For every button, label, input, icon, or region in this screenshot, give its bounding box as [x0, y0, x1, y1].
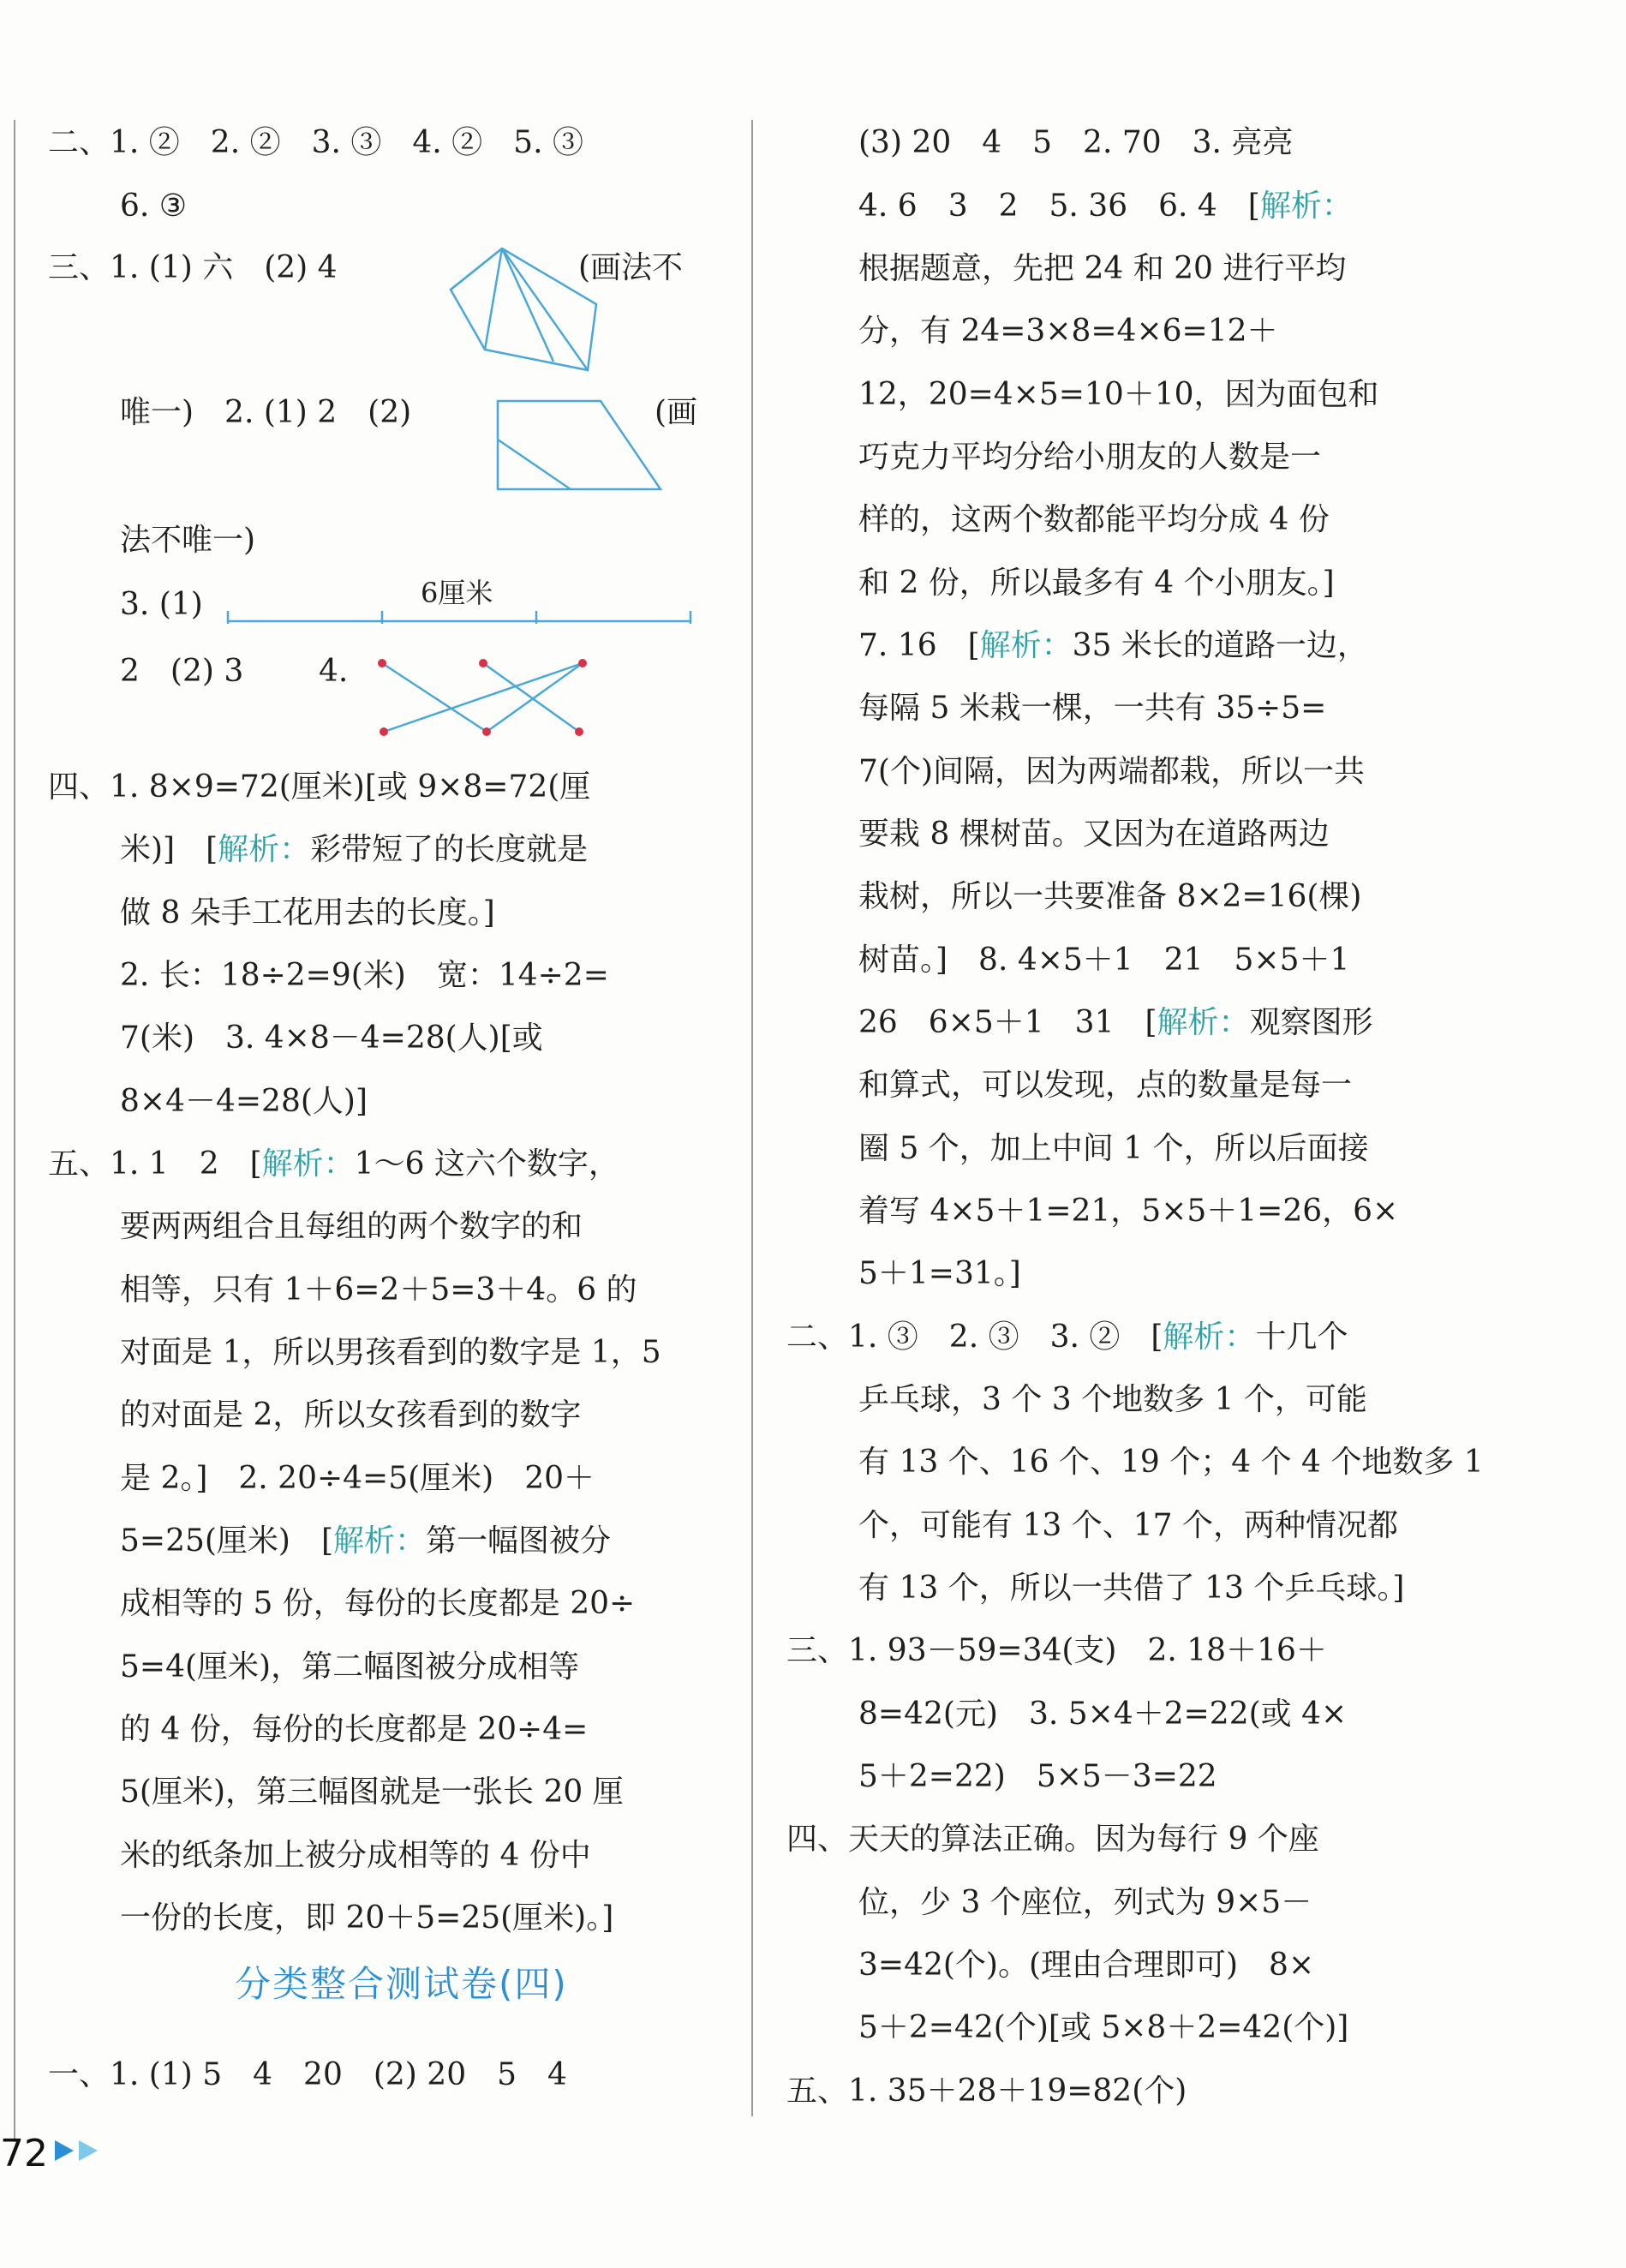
answer-line: 要两两组合且每组的两个数字的和 [120, 1209, 583, 1244]
answer-line: 二、1. ② 2. ② 3. ③ 4. ② 5. ③ [48, 125, 583, 160]
answer-line: 对面是 1，所以男孩看到的数字是 1，5 [120, 1335, 661, 1370]
answer-line: 4. 6 3 2 5. 36 6. 4 [解析： [858, 189, 1353, 224]
answer-line: 4. [319, 654, 349, 689]
answer-line: 5＋1=31。] [858, 1256, 1021, 1291]
ruler-figure [228, 574, 708, 634]
answer-line: 法不唯一) [120, 523, 256, 558]
answer-line: 5=4(厘米)，第二幅图被分成相等 [120, 1649, 580, 1685]
analysis-tag: 解析： [333, 1523, 427, 1559]
answer-line: 8=42(元) 3. 5×4＋2=22(或 4× [858, 1697, 1348, 1732]
answer-line: 2. 长：18÷2=9(米) 宽：14÷2= [120, 958, 609, 993]
answer-line: 四、1. 8×9=72(厘米)[或 9×8=72(厘 [48, 769, 591, 805]
answer-line: 每隔 5 米栽一棵，一共有 35÷5= [858, 691, 1327, 726]
section-title: 分类整合测试卷(四) [235, 1963, 568, 2005]
answer-line: 的对面是 2，所以女孩看到的数字 [120, 1397, 582, 1433]
answer-line: 要栽 8 棵树苗。又因为在道路两边 [858, 817, 1330, 852]
answer-line: 个，可能有 13 个、17 个，两种情况都 [858, 1508, 1398, 1543]
answer-line: 位，少 3 个座位，列式为 9×5－ [858, 1885, 1312, 1920]
answer-line: 是 2。] 2. 20÷4=5(厘米) 20＋ [120, 1461, 595, 1496]
answer-line: 唯一) 2. (1) 2 (2) [120, 395, 412, 430]
analysis-tag: 解析： [1259, 189, 1353, 224]
answer-line: 做 8 朵手工花用去的长度。] [120, 895, 495, 931]
answer-line: 3. (1) [120, 587, 203, 622]
answer-line: 和算式，可以发现，点的数量是每一 [858, 1068, 1353, 1103]
answer-line: 3=42(个)。(理由合理即可) 8× [858, 1948, 1315, 1983]
ruler-label: 6厘米 [421, 577, 493, 609]
answer-line: 5＋2=22) 5×5－3=22 [858, 1759, 1217, 1794]
page-number: 72 [0, 2132, 48, 2175]
left-margin-line [14, 120, 15, 2142]
answer-line: 树苗。] 8. 4×5＋1 21 5×5＋1 [858, 943, 1350, 978]
answer-line: 圈 5 个，加上中间 1 个，所以后面接 [858, 1131, 1369, 1166]
answer-line: 12，20=4×5=10＋10，因为面包和 [858, 377, 1379, 412]
answer-line: 有 13 个、16 个、19 个；4 个 4 个地数多 1 [858, 1445, 1484, 1480]
answer-line: 的 4 份，每份的长度都是 20÷4= [120, 1712, 589, 1747]
double-arrow-icon [53, 2135, 105, 2166]
answer-line: 四、天天的算法正确。因为每行 9 个座 [786, 1822, 1319, 1857]
answer-line: 二、1. ③ 2. ③ 3. ② [解析：十几个 [786, 1320, 1348, 1355]
answer-line: 和 2 份，所以最多有 4 个小朋友。] [858, 566, 1335, 601]
matching-lines-figure [374, 651, 596, 737]
answer-line: 5=25(厘米) [解析：第一幅图被分 [120, 1523, 612, 1559]
answer-line: 着写 4×5＋1=21，5×5＋1=26，6× [858, 1194, 1399, 1229]
answer-line: 三、1. (1) 六 (2) 4 [48, 250, 338, 285]
answer-line: (3) 20 4 5 2. 70 3. 亮亮 [858, 125, 1294, 160]
polygon-figure [451, 248, 639, 377]
answer-line: (画法不 [578, 250, 684, 285]
answer-line: 相等，只有 1＋6=2＋5=3＋4。6 的 [120, 1272, 637, 1308]
answer-line: 一份的长度，即 20＋5=25(厘米)。] [120, 1900, 614, 1936]
answer-line: 2 (2) 3 [120, 654, 244, 689]
answer-line: 26 6×5＋1 31 [解析：观察图形 [858, 1005, 1373, 1040]
answer-line: 6. ③ [120, 189, 188, 224]
answer-line: 五、1. 1 2 [解析：1～6 这六个数字， [48, 1146, 619, 1182]
answer-line: 巧克力平均分给小朋友的人数是一 [858, 440, 1322, 475]
analysis-tag: 解析： [1157, 1005, 1250, 1040]
answer-line: 根据题意，先把 24 和 20 进行平均 [858, 251, 1347, 286]
analysis-tag: 解析： [261, 1146, 355, 1182]
answer-line: 8×4－4=28(人)] [120, 1084, 368, 1119]
answer-line: 7(米) 3. 4×8－4=28(人)[或 [120, 1020, 543, 1056]
answer-line: 7(个)间隔，因为两端都栽，所以一共 [858, 754, 1365, 789]
answer-line: 三、1. 93－59=34(支) 2. 18＋16＋ [786, 1633, 1327, 1668]
answer-line: 有 13 个，所以一共借了 13 个乒乓球。] [858, 1571, 1405, 1606]
analysis-tag: 解析： [979, 628, 1073, 663]
answer-line: 米的纸条加上被分成相等的 4 份中 [120, 1838, 591, 1873]
answer-line: 五、1. 35＋28＋19=82(个) [786, 2074, 1187, 2109]
answer-line: 分，有 24=3×8=4×6=12＋ [858, 314, 1278, 349]
analysis-tag: 解析： [218, 832, 311, 867]
answer-line: 米)] [解析：彩带短了的长度就是 [120, 832, 589, 867]
trapezoid-figure [498, 401, 669, 495]
answer-line: 5(厘米)，第三幅图就是一张长 20 厘 [120, 1774, 624, 1810]
answer-line: (画 [655, 395, 698, 430]
answer-line: 7. 16 [解析：35 米长的道路一边， [858, 628, 1368, 663]
answer-line: 一、1. (1) 5 4 20 (2) 20 5 4 [48, 2057, 567, 2092]
column-divider [751, 120, 753, 2116]
answer-line: 样的，这两个数都能平均分成 4 份 [858, 502, 1330, 537]
answer-line: 乒乓球，3 个 3 个地数多 1 个，可能 [858, 1382, 1367, 1417]
analysis-tag: 解析： [1163, 1320, 1256, 1355]
answer-line: 栽树，所以一共要准备 8×2=16(棵) [858, 879, 1362, 914]
answer-line: 成相等的 5 份，每份的长度都是 20÷ [120, 1586, 636, 1621]
answer-line: 5＋2=42(个)[或 5×8＋2=42(个)] [858, 2010, 1349, 2045]
